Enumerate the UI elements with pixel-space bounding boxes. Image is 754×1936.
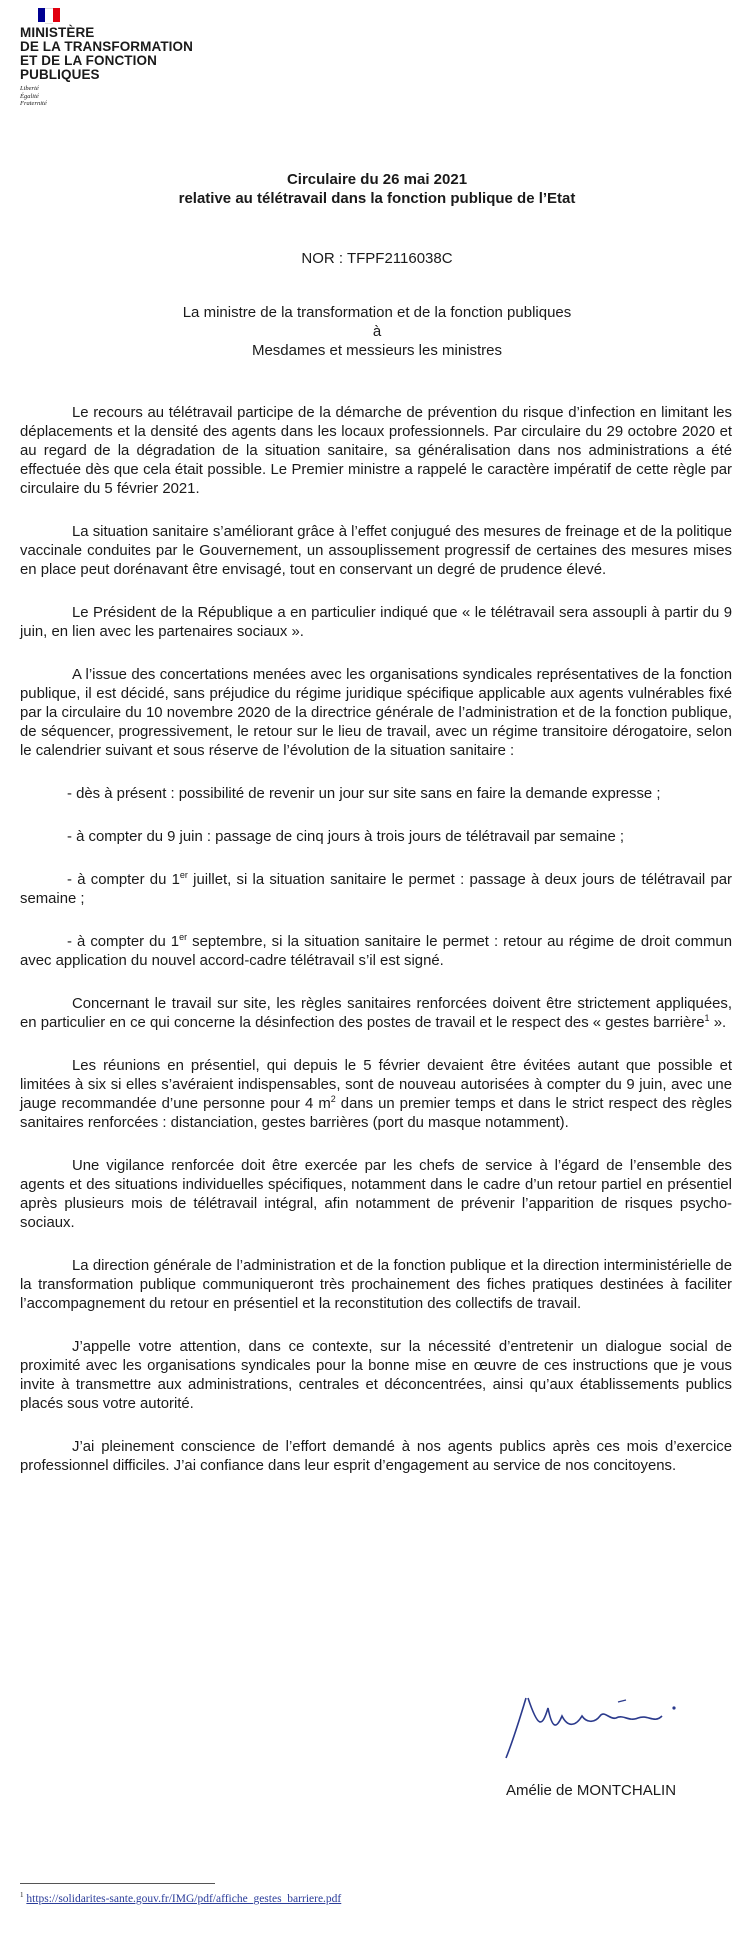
paragraph-text: ». [709, 1015, 727, 1031]
ministry-line: PUBLIQUES [20, 67, 100, 82]
paragraph: J’ai pleinement conscience de l’effort demandé à nos agents publics après ces mois d’exercice professionnel difficiles. J’ai confiance dans leur esprit d’engagement au service de nos concitoyens. [20, 1439, 732, 1474]
paragraph: Une vigilance renforcée doit être exercée par les chefs de service à l’égard de l’ensemble des agents et des situations individuelles spécifiques, notamment dans le cadre d’un retour partiel en présentiel après plusieurs mois de télétravail intégral, afin notamment de prévenir l’apparition de risques psycho-sociaux. [20, 1158, 732, 1231]
item-text: - à compter du 1 [67, 872, 180, 888]
paragraph: Le recours au télétravail participe de la démarche de prévention du risque d’infection en limitant les déplacements et la densité des agents dans les locaux professionnels. Par circulaire du 29 octobre 2020 et au regard de la dégradation de la situation sanitaire, sa généralisation dans nos administrations a été effectuée dès que cela était possible. Le Premier ministre a rappelé le caractère impératif de cette règle par circulaire du 5 février 2021. [20, 405, 732, 497]
flag-red-stripe [53, 8, 60, 22]
footnote-marker: 1 [20, 1891, 24, 1900]
ordinal-superscript: er [179, 870, 188, 881]
footnote [20, 1893, 341, 1905]
ministry-name [20, 26, 240, 82]
ordinal-superscript: er [179, 932, 188, 943]
item-text: juillet, si la situation sanitaire le permet : passage à deux jours de télétravail par semaine ; [20, 872, 732, 907]
ministry-line: DE LA TRANSFORMATION [20, 39, 193, 54]
handwritten-signature [498, 1688, 698, 1760]
ministry-line: ET DE LA FONCTION [20, 53, 157, 68]
calendar-item: - dès à présent : possibilité de revenir un jour sur site sans en faire la demande expresse ; [67, 786, 661, 802]
recipient-line: Mesdames et messieurs les ministres [251, 342, 503, 359]
title-line-1: Circulaire du 26 mai 2021 [286, 171, 468, 188]
flag-white-stripe [45, 8, 52, 24]
paragraph-text: dans un premier temps et dans le strict respect des règles sanitaires renforcées : distanciation, gestes barrières (port du masque notamment). [20, 1096, 732, 1131]
address-block [0, 303, 754, 360]
document-title [0, 170, 754, 208]
signatory-name: Amélie de MONTCHALIN [506, 1782, 677, 1799]
nor-reference: NOR : TFPF2116038C [301, 250, 453, 267]
paragraph-text: Les réunions en présentiel, qui depuis le 5 février devaient être évitées autant que possible et limitées à six si elles s’avéraient indispensables, sont de nouveau autorisées à compter du 9 juin, avec une jauge recommandée d’une personne pour 4 m [20, 1058, 732, 1112]
calendar-item: - à compter du 9 juin : passage de cinq jours à trois jours de télétravail par semaine ; [67, 829, 625, 845]
paragraph: Le Président de la République a en particulier indiqué que « le télétravail sera assoupli à partir du 9 juin, en lien avec les partenaires sociaux ». [20, 605, 732, 640]
to-marker: à [372, 323, 382, 340]
paragraph [20, 1057, 732, 1133]
calendar-item [20, 871, 732, 909]
paragraph: J’appelle votre attention, dans ce contexte, sur la nécessité d’entretenir un dialogue social de proximité avec les organisations syndicales pour la bonne mise en œuvre de ces instructions que je vous invite à transmettre aux administrations, centrales et déconcentrées, ainsi qu’aux établissements publics placés sous votre autorité. [20, 1339, 732, 1412]
flag-blue-stripe [38, 8, 45, 22]
paragraph [20, 995, 732, 1033]
motto-line: Égalité [20, 92, 39, 100]
footnote-reference: 1 [704, 1013, 710, 1024]
calendar-item [20, 933, 732, 971]
item-text: - à compter du 1 [67, 934, 180, 950]
footnote-link[interactable]: https://solidarites-sante.gouv.fr/IMG/pdf/affiche_gestes_barriere.pdf [26, 1893, 342, 1905]
item-text: septembre, si la situation sanitaire le permet : retour au régime de droit commun avec application du nouvel accord-cadre télétravail s’il est signé. [20, 934, 732, 969]
square-superscript: 2 [330, 1094, 336, 1105]
marianne-flag-icon [38, 8, 60, 22]
paragraph-text: Concernant le travail sur site, les règles sanitaires renforcées doivent être strictement appliquées, en particulier en ce qui concerne la désinfection des postes de travail et le respect des « gestes barrière [20, 996, 732, 1031]
republic-motto [20, 85, 240, 108]
circular-body [20, 404, 732, 1500]
motto-line: Fraternité [20, 100, 47, 107]
sender-line: La ministre de la transformation et de la fonction publiques [182, 304, 572, 321]
footnote-divider [20, 1883, 215, 1884]
ministry-line: MINISTÈRE [20, 25, 95, 40]
paragraph: La direction générale de l’administration et de la fonction publique et la direction interministérielle de la transformation publique communiqueront très prochainement des fiches pratiques destinées à faciliter l’accompagnement du retour en présentiel et la reconstitution des collectifs de travail. [20, 1258, 732, 1312]
motto-line: Liberté [20, 85, 39, 92]
paragraph: A l’issue des concertations menées avec les organisations syndicales représentatives de la fonction publique, il est décidé, sans préjudice du régime juridique spécifique applicable aux agents vulnérables fixé par la circulaire du 10 novembre 2020 de la directrice générale de l’administration et de la fonction publique, de séquencer, progressivement, le retour sur le lieu de travail, avec un régime transitoire dérogatoire, selon le calendrier suivant et sous réserve de l’évolution de la situation sanitaire : [20, 667, 732, 759]
ministry-header [20, 8, 240, 108]
paragraph: La situation sanitaire s’améliorant grâce à l’effet conjugué des mesures de freinage et de la politique vaccinale conduites par le Gouvernement, un assouplissement progressif de certaines des mesures mises en place peut dorénavant être envisagé, tout en conservant un degré de prudence élevé. [20, 524, 732, 578]
title-line-2: relative au télétravail dans la fonction publique de l’Etat [178, 190, 576, 207]
